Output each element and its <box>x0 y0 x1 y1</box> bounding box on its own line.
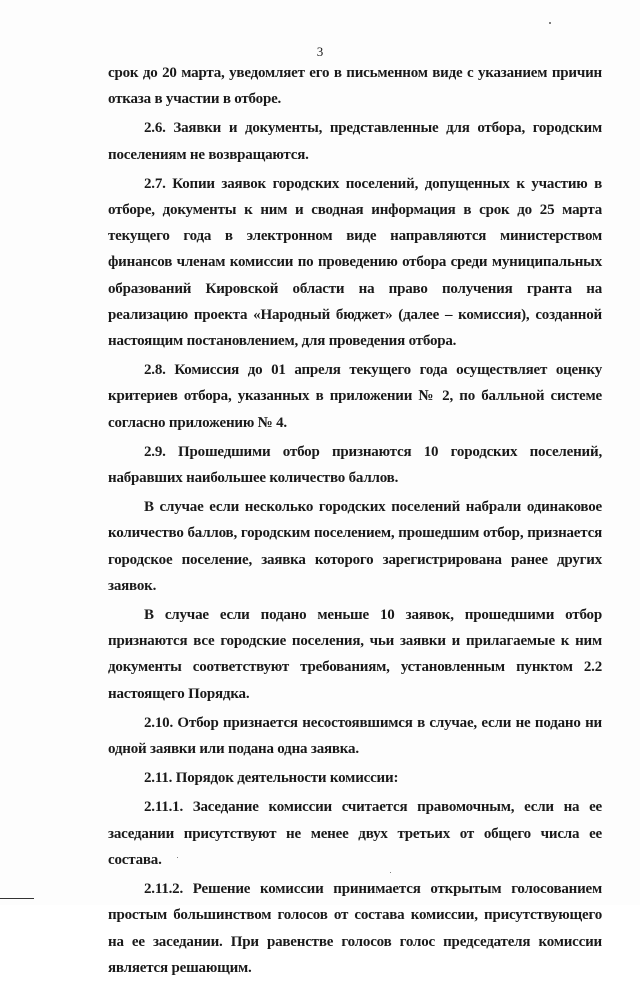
paragraph-continuation: срок до 20 марта, уведомляет его в письменном виде с указанием причин отказа в участии в отборе. <box>108 65 602 108</box>
paragraph-2-8: 2.8. Комиссия до 01 апреля текущего года осуществляет оценку критериев отбора, указанных в приложении № 2, по балльной системе согласно приложению № 4. <box>108 362 602 431</box>
page-number: 3 <box>316 44 324 59</box>
paragraph-2-9-fewer-applications: В случае если подано меньше 10 заявок, прошедшими отбор признаются все городские поселения, чьи заявки и прилагаемые к ним документы соответствуют требованиям, установленным пунктом 2.2 настоящего Порядка. <box>108 607 602 702</box>
paragraph-2-11-2: 2.11.2. Решение комиссии принимается открытым голосованием простым большинством голосов от состава комиссии, присутствующего на ее заседании. При равенстве голосов голос председателя комиссии является решающим. <box>108 881 602 976</box>
scan-edge-mark <box>0 898 34 899</box>
paragraph-2-11: 2.11. Порядок деятельности комиссии: <box>144 770 399 787</box>
paragraph-2-9: 2.9. Прошедшими отбор признаются 10 городских поселений, набравших наибольшее количество баллов. <box>108 443 602 487</box>
paragraph-2-6: 2.6. Заявки и документы, представленные для отбора, городским поселениям не возвращаются. <box>108 120 602 163</box>
paragraph-2-7: 2.7. Копии заявок городских поселений, допущенных к участию в отборе, документы к ним и сводная информация в срок до 25 марта текущего года в электронном виде направляются министерством финансов членам комиссии по проведению отбора среди муниципальных образований Кировской области на право получения гранта на реализацию проекта «Народный бюджет» (далее – комиссия), созданной настоящим постановлением, для проведения отбора. <box>108 175 602 350</box>
paragraph-2-10: 2.10. Отбор признается несостоявшимся в случае, если не подано ни одной заявки или подана одна заявка. <box>108 714 602 758</box>
scan-speck <box>549 22 551 24</box>
paragraph-2-9-equal-scores: В случае если несколько городских поселений набрали одинаковое количество баллов, городским поселением, прошедшим отбор, признается городское поселение, заявка которого зарегистрирована ранее других заявок. <box>108 499 602 594</box>
paragraph-2-11-1: 2.11.1. Заседание комиссии считается правомочным, если на ее заседании присутствуют не менее двух третьих от общего числа ее состава. <box>108 799 602 868</box>
document-body <box>108 60 602 984</box>
scan-speck <box>390 872 391 873</box>
scan-speck <box>177 857 178 858</box>
